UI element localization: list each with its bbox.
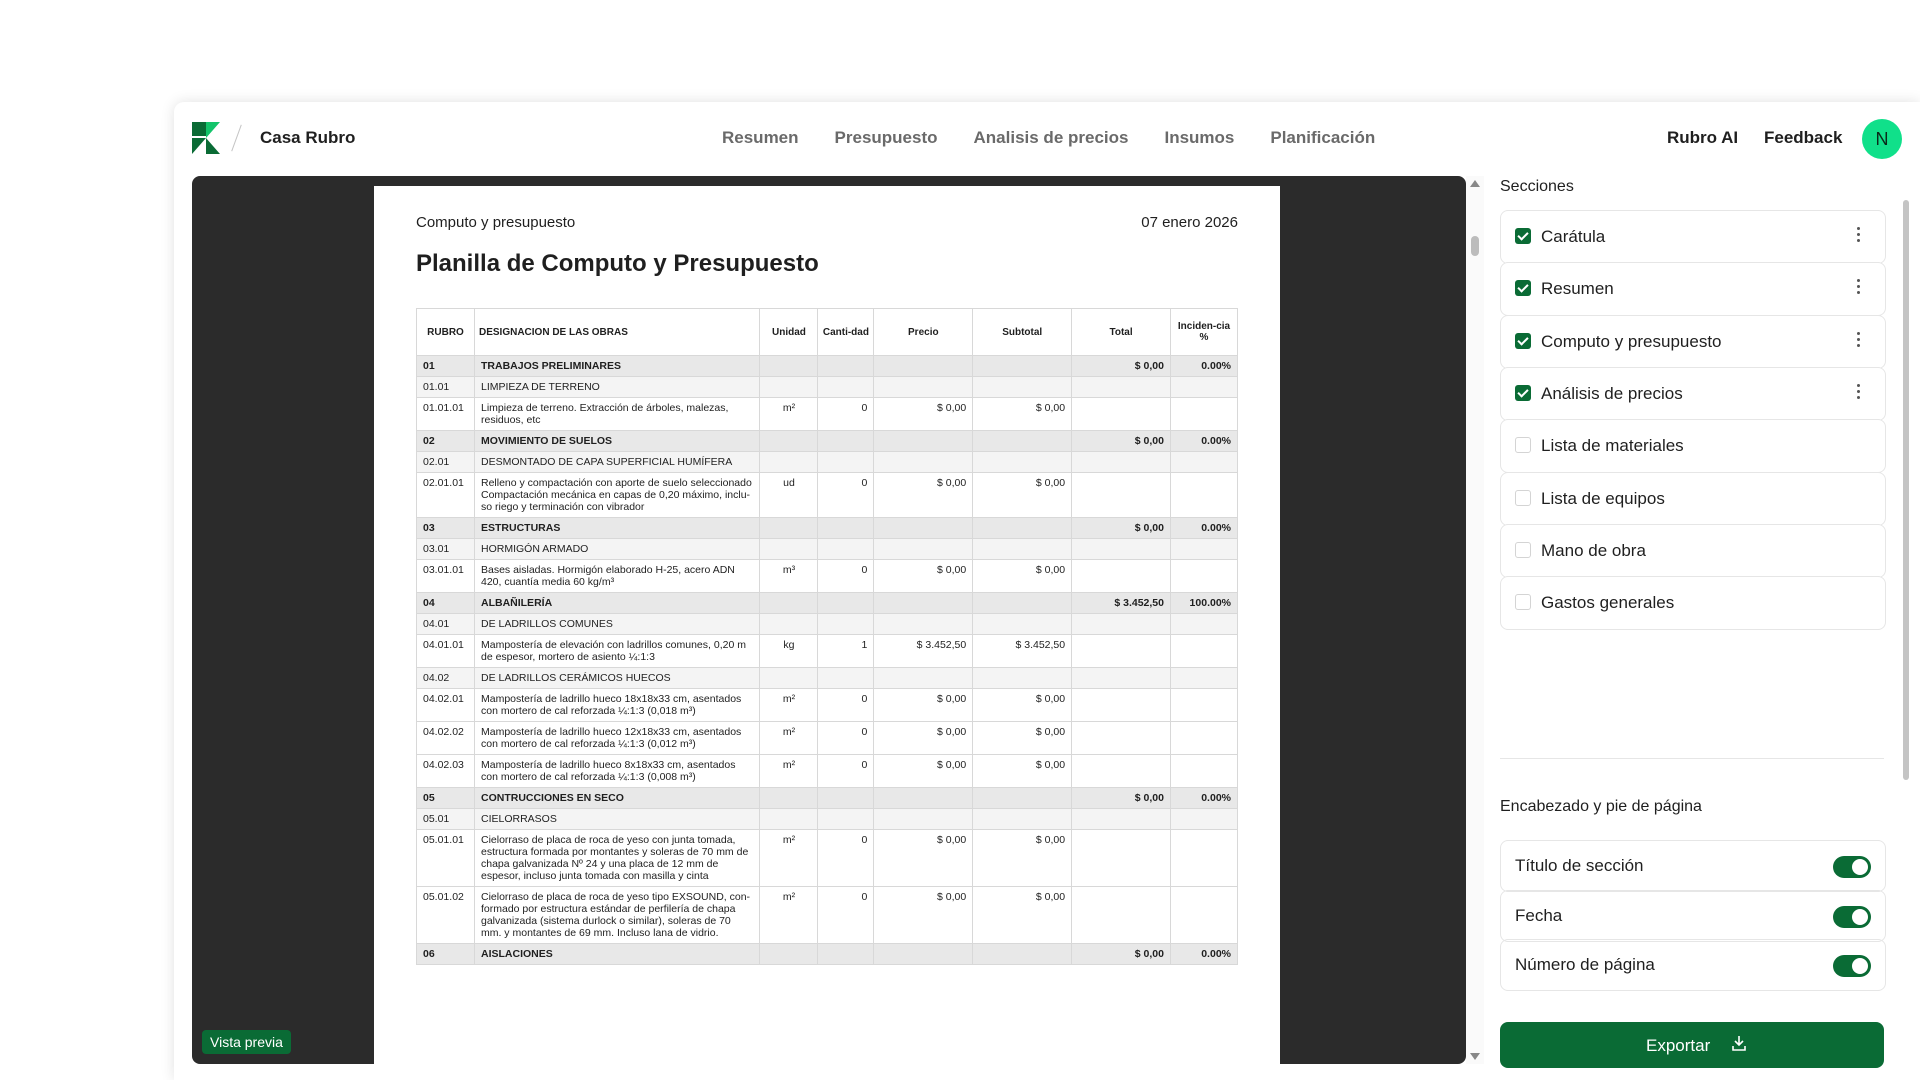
cell-cantidad: 0: [818, 755, 874, 788]
cell-precio: [874, 356, 973, 377]
table-row: [417, 635, 1238, 668]
section-card[interactable]: [1500, 524, 1886, 578]
cell-designacion: DE LADRILLOS COMUNES: [474, 614, 760, 635]
nav-insumos[interactable]: Insumos: [1164, 128, 1235, 147]
cell-designacion: Mampostería de ladrillo hueco 12x18x33 cm, asentados con mortero de cal reforzada ¼:1:3 (0,012 m³): [474, 722, 760, 755]
cell-precio: $ 0,00: [874, 830, 973, 887]
cell-precio: [874, 539, 973, 560]
avatar[interactable]: N: [1862, 119, 1902, 159]
cell-cantidad: 0: [818, 560, 874, 593]
table-row-subrubro: [417, 614, 1238, 635]
cell-code: 05: [417, 788, 475, 809]
cell-incidencia: [1171, 830, 1238, 887]
app-window: [174, 102, 1920, 1080]
top-bar: [174, 102, 1920, 174]
cell-incidencia: [1171, 887, 1238, 944]
cell-cantidad: [818, 593, 874, 614]
preview-badge: Vista previa: [202, 1030, 291, 1054]
preview-scroll-thumb[interactable]: [1471, 236, 1479, 256]
col-unidad: Unidad: [760, 309, 818, 356]
cell-precio: [874, 452, 973, 473]
cell-unidad: m²: [760, 830, 818, 887]
section-label: Mano de obra: [1541, 540, 1646, 560]
cell-incidencia: [1171, 755, 1238, 788]
breadcrumb-separator: [231, 125, 242, 152]
cell-incidencia: [1171, 722, 1238, 755]
cell-unidad: kg: [760, 635, 818, 668]
cell-unidad: [760, 944, 818, 965]
cell-subtotal: [973, 593, 1072, 614]
cell-incidencia: [1171, 614, 1238, 635]
cell-cantidad: [818, 518, 874, 539]
table-row-rubro: [417, 593, 1238, 614]
cell-unidad: [760, 668, 818, 689]
cell-designacion: CIELORRASOS: [474, 809, 760, 830]
cell-total: $ 0,00: [1072, 944, 1171, 965]
cell-cantidad: 0: [818, 830, 874, 887]
cell-precio: $ 0,00: [874, 398, 973, 431]
col-incidencia: Inciden-cia %: [1171, 309, 1238, 356]
cell-designacion: Cielorraso de placa de roca de yeso tipo EXSOUND, con-formado por estructura estándar de perfilería de chapa galvanizada (sistema durlock o similar), soleras de 70 mm. y montantes de 69 mm. Incluso lana de vidrio.: [474, 887, 760, 944]
scroll-down-icon[interactable]: [1470, 1053, 1480, 1060]
cell-code: 01.01: [417, 377, 475, 398]
cell-precio: [874, 518, 973, 539]
cell-precio: [874, 809, 973, 830]
cell-incidencia: 0.00%: [1171, 518, 1238, 539]
section-checkbox[interactable]: [1515, 333, 1531, 349]
cell-total: [1072, 377, 1171, 398]
cell-total: $ 0,00: [1072, 518, 1171, 539]
cell-unidad: [760, 539, 818, 560]
cell-precio: $ 3.452,50: [874, 635, 973, 668]
more-options-icon[interactable]: [1857, 227, 1861, 243]
cell-code: 04.02.03: [417, 755, 475, 788]
scroll-up-icon[interactable]: [1470, 180, 1480, 187]
table-row: [417, 722, 1238, 755]
cell-code: 04.01.01: [417, 635, 475, 668]
table-row-rubro: [417, 788, 1238, 809]
export-sidebar: [1500, 176, 1892, 1064]
cell-precio: [874, 944, 973, 965]
cell-unidad: [760, 809, 818, 830]
cell-unidad: m²: [760, 722, 818, 755]
cell-unidad: [760, 788, 818, 809]
main-nav: [722, 128, 1375, 148]
cell-precio: $ 0,00: [874, 689, 973, 722]
cell-precio: $ 0,00: [874, 887, 973, 944]
cell-unidad: m²: [760, 689, 818, 722]
cell-incidencia: [1171, 398, 1238, 431]
cell-designacion: Bases aisladas. Hormigón elaborado H-25, acero ADN 420, cuantía media 60 kg/m³: [474, 560, 760, 593]
cell-cantidad: 0: [818, 473, 874, 518]
section-card[interactable]: [1500, 367, 1886, 421]
cell-subtotal: [973, 809, 1072, 830]
cell-subtotal: [973, 518, 1072, 539]
cell-subtotal: $ 0,00: [973, 887, 1072, 944]
cell-incidencia: [1171, 539, 1238, 560]
cell-cantidad: [818, 356, 874, 377]
option-label: Fecha: [1515, 905, 1563, 925]
section-checkbox[interactable]: [1515, 385, 1531, 401]
section-checkbox[interactable]: [1515, 490, 1531, 506]
cell-cantidad: [818, 431, 874, 452]
cell-incidencia: [1171, 452, 1238, 473]
export-button[interactable]: [1500, 1022, 1884, 1068]
cell-incidencia: [1171, 473, 1238, 518]
cell-cantidad: [818, 788, 874, 809]
section-label: Gastos generales: [1541, 593, 1675, 613]
cell-designacion: Mampostería de ladrillo hueco 8x18x33 cm, asentados con mortero de cal reforzada ¼:1:3 (0,008 m³): [474, 755, 760, 788]
cell-cantidad: 0: [818, 887, 874, 944]
section-card[interactable]: [1500, 419, 1886, 473]
cell-code: 01: [417, 356, 475, 377]
section-label: Lista de materiales: [1541, 436, 1684, 456]
cell-unidad: [760, 593, 818, 614]
sidebar-scrollbar[interactable]: [1900, 176, 1912, 1064]
cell-code: 02.01.01: [417, 473, 475, 518]
cell-incidencia: [1171, 635, 1238, 668]
table-row-rubro: [417, 356, 1238, 377]
option-toggle[interactable]: [1833, 906, 1871, 928]
cell-designacion: ESTRUCTURAS: [474, 518, 760, 539]
section-label: Análisis de precios: [1541, 383, 1683, 403]
cell-unidad: [760, 377, 818, 398]
cell-incidencia: 0.00%: [1171, 356, 1238, 377]
cell-total: [1072, 452, 1171, 473]
cell-designacion: Relleno y compactación con aporte de suelo seleccionado Compactación mecánica en capas de 0,20 máximo, inclu-so riego y terminación con vibrador: [474, 473, 760, 518]
table-header: [417, 309, 1238, 356]
cell-unidad: m²: [760, 887, 818, 944]
section-card[interactable]: [1500, 472, 1886, 526]
nav-resumen[interactable]: Resumen: [722, 128, 799, 147]
cell-code: 03.01: [417, 539, 475, 560]
cell-cantidad: [818, 614, 874, 635]
cell-subtotal: $ 0,00: [973, 473, 1072, 518]
cell-cantidad: 0: [818, 689, 874, 722]
header-footer-title: Encabezado y pie de página: [1500, 798, 1702, 815]
cell-subtotal: [973, 944, 1072, 965]
cell-precio: [874, 668, 973, 689]
cell-incidencia: 0.00%: [1171, 431, 1238, 452]
table-row: [417, 473, 1238, 518]
cell-total: [1072, 887, 1171, 944]
col-precio: Precio: [874, 309, 973, 356]
cell-code: 03.01.01: [417, 560, 475, 593]
cell-designacion: Mampostería de ladrillo hueco 18x18x33 cm, asentados con mortero de cal reforzada ¼:1:3 (0,018 m³): [474, 689, 760, 722]
section-checkbox[interactable]: [1515, 594, 1531, 610]
sidebar-divider: [1500, 758, 1884, 759]
section-card[interactable]: [1500, 315, 1886, 369]
cell-code: 05.01.01: [417, 830, 475, 887]
section-checkbox[interactable]: [1515, 542, 1531, 558]
section-label: Computo y presupuesto: [1541, 331, 1722, 351]
table-row-rubro: [417, 944, 1238, 965]
feedback-link[interactable]: Feedback: [1764, 128, 1843, 147]
table-row: [417, 398, 1238, 431]
section-label: Carátula: [1541, 227, 1606, 246]
cell-unidad: [760, 356, 818, 377]
cell-total: [1072, 809, 1171, 830]
section-checkbox[interactable]: [1515, 437, 1531, 453]
cell-code: 02.01: [417, 452, 475, 473]
cell-code: 04.02.02: [417, 722, 475, 755]
cell-total: [1072, 635, 1171, 668]
cell-unidad: [760, 452, 818, 473]
cell-unidad: m²: [760, 398, 818, 431]
cell-designacion: CONTRUCCIONES EN SECO: [474, 788, 760, 809]
cell-incidencia: 0.00%: [1171, 788, 1238, 809]
cell-code: 05.01: [417, 809, 475, 830]
cell-precio: [874, 377, 973, 398]
table-row-rubro: [417, 431, 1238, 452]
cell-precio: $ 0,00: [874, 473, 973, 518]
section-label: Resumen: [1541, 279, 1614, 299]
cell-designacion: TRABAJOS PRELIMINARES: [474, 356, 760, 377]
cell-subtotal: [973, 614, 1072, 635]
table-row: [417, 887, 1238, 944]
more-options-icon[interactable]: [1857, 384, 1861, 400]
header-footer-option: [1500, 840, 1886, 892]
cell-total: [1072, 755, 1171, 788]
sections-title: Secciones: [1500, 178, 1574, 195]
sidebar-scroll-thumb[interactable]: [1903, 200, 1909, 780]
cell-total: [1072, 398, 1171, 431]
cell-total: [1072, 722, 1171, 755]
cell-cantidad: [818, 539, 874, 560]
cell-code: 04.02: [417, 668, 475, 689]
cell-designacion: DE LADRILLOS CERÁMICOS HUECOS: [474, 668, 760, 689]
cell-total: [1072, 830, 1171, 887]
cell-precio: [874, 593, 973, 614]
cell-subtotal: $ 0,00: [973, 755, 1072, 788]
cell-precio: [874, 614, 973, 635]
section-checkbox[interactable]: [1515, 228, 1531, 244]
cell-cantidad: [818, 944, 874, 965]
cell-subtotal: [973, 431, 1072, 452]
cell-subtotal: [973, 452, 1072, 473]
cell-subtotal: $ 0,00: [973, 398, 1072, 431]
cell-incidencia: [1171, 689, 1238, 722]
cell-incidencia: 0.00%: [1171, 944, 1238, 965]
col-subtotal: Subtotal: [973, 309, 1072, 356]
cell-cantidad: 0: [818, 398, 874, 431]
cell-total: $ 3.452,50: [1072, 593, 1171, 614]
option-label: Número de página: [1515, 955, 1655, 974]
cell-precio: $ 0,00: [874, 722, 973, 755]
document-page: [374, 186, 1280, 1064]
table-row-subrubro: [417, 377, 1238, 398]
section-checkbox[interactable]: [1515, 280, 1531, 296]
cell-unidad: [760, 614, 818, 635]
doc-title: Planilla de Computo y Presupuesto: [416, 250, 819, 277]
table-row: [417, 830, 1238, 887]
doc-section-name: Computo y presupuesto: [416, 214, 576, 231]
cell-incidencia: [1171, 809, 1238, 830]
cell-cantidad: [818, 452, 874, 473]
cell-code: 06: [417, 944, 475, 965]
cell-unidad: [760, 431, 818, 452]
cell-subtotal: $ 0,00: [973, 722, 1072, 755]
table-row: [417, 689, 1238, 722]
cell-subtotal: [973, 539, 1072, 560]
cell-cantidad: [818, 809, 874, 830]
cell-designacion: LIMPIEZA DE TERRENO: [474, 377, 760, 398]
more-options-icon[interactable]: [1857, 279, 1861, 295]
cell-designacion: Mampostería de elevación con ladrillos comunes, 0,20 m de espesor, mortero de asiento ¼:1:3: [474, 635, 760, 668]
section-card[interactable]: [1500, 262, 1886, 316]
cell-subtotal: [973, 356, 1072, 377]
cell-designacion: DESMONTADO DE CAPA SUPERFICIAL HUMÍFERA: [474, 452, 760, 473]
cell-code: 01.01.01: [417, 398, 475, 431]
section-card[interactable]: [1500, 576, 1886, 630]
cell-incidencia: [1171, 560, 1238, 593]
cell-subtotal: [973, 788, 1072, 809]
preview-scrollbar[interactable]: [1466, 176, 1484, 1064]
cell-unidad: [760, 518, 818, 539]
table-row-subrubro: [417, 668, 1238, 689]
rubro-ai-link[interactable]: Rubro AI: [1667, 128, 1739, 147]
cell-total: $ 0,00: [1072, 431, 1171, 452]
cell-incidencia: 100.00%: [1171, 593, 1238, 614]
section-label: Lista de equipos: [1541, 488, 1665, 508]
cell-total: [1072, 539, 1171, 560]
col-designacion: DESIGNACION DE LAS OBRAS: [474, 309, 760, 356]
cell-precio: $ 0,00: [874, 560, 973, 593]
col-rubro: RUBRO: [417, 309, 475, 356]
cell-total: [1072, 473, 1171, 518]
budget-table: [416, 308, 1238, 965]
cell-subtotal: $ 0,00: [973, 560, 1072, 593]
cell-total: [1072, 689, 1171, 722]
cell-code: 04: [417, 593, 475, 614]
option-label: Título de sección: [1515, 856, 1644, 875]
cell-total: $ 0,00: [1072, 788, 1171, 809]
cell-designacion: ALBAÑILERÍA: [474, 593, 760, 614]
cell-unidad: m³: [760, 560, 818, 593]
nav-planificacion[interactable]: Planificación: [1270, 128, 1376, 147]
cell-code: 04.01: [417, 614, 475, 635]
cell-total: [1072, 560, 1171, 593]
cell-subtotal: [973, 668, 1072, 689]
cell-cantidad: 1: [818, 635, 874, 668]
cell-unidad: m²: [760, 755, 818, 788]
cell-designacion: HORMIGÓN ARMADO: [474, 539, 760, 560]
table-row-subrubro: [417, 809, 1238, 830]
cell-designacion: Limpieza de terreno. Extracción de árboles, malezas, residuos, etc: [474, 398, 760, 431]
nav-presupuesto[interactable]: Presupuesto: [834, 128, 938, 147]
project-name[interactable]: Casa Rubro: [260, 128, 356, 147]
export-label: Exportar: [1646, 1036, 1711, 1055]
table-body: [417, 356, 1238, 965]
table-row: [417, 560, 1238, 593]
cell-designacion: AISLACIONES: [474, 944, 760, 965]
table-row: [417, 755, 1238, 788]
cell-precio: [874, 431, 973, 452]
cell-subtotal: $ 3.452,50: [973, 635, 1072, 668]
cell-designacion: MOVIMIENTO DE SUELOS: [474, 431, 760, 452]
cell-code: 04.02.01: [417, 689, 475, 722]
more-options-icon[interactable]: [1857, 332, 1861, 348]
col-cantidad: Canti-dad: [818, 309, 874, 356]
rubro-logo-icon[interactable]: [192, 122, 220, 154]
nav-analisis[interactable]: Analisis de precios: [973, 128, 1129, 147]
header-footer-option: [1500, 939, 1886, 991]
cell-code: 03: [417, 518, 475, 539]
cell-incidencia: [1171, 668, 1238, 689]
col-total: Total: [1072, 309, 1171, 356]
table-row-subrubro: [417, 539, 1238, 560]
cell-code: 02: [417, 431, 475, 452]
cell-cantidad: [818, 377, 874, 398]
section-card[interactable]: [1500, 210, 1886, 264]
option-toggle[interactable]: [1833, 856, 1871, 878]
cell-total: [1072, 668, 1171, 689]
cell-subtotal: $ 0,00: [973, 689, 1072, 722]
cell-precio: $ 0,00: [874, 755, 973, 788]
cell-subtotal: [973, 377, 1072, 398]
cell-total: [1072, 614, 1171, 635]
cell-incidencia: [1171, 377, 1238, 398]
cell-total: $ 0,00: [1072, 356, 1171, 377]
cell-unidad: ud: [760, 473, 818, 518]
cell-designacion: Cielorraso de placa de roca de yeso con junta tomada, estructura formada por montantes y soleras de 70 mm de chapa galvanizada Nº 24 y una placa de 12 mm de espesor, incluso junta tomada con masilla y cinta: [474, 830, 760, 887]
cell-precio: [874, 788, 973, 809]
download-icon: [1732, 1035, 1746, 1051]
option-toggle[interactable]: [1833, 955, 1871, 977]
table-row-rubro: [417, 518, 1238, 539]
header-footer-option: [1500, 890, 1886, 942]
cell-cantidad: 0: [818, 722, 874, 755]
table-row-subrubro: [417, 452, 1238, 473]
cell-cantidad: [818, 668, 874, 689]
doc-date: 07 enero 2026: [1141, 214, 1238, 231]
document-preview: [192, 176, 1466, 1064]
cell-subtotal: $ 0,00: [973, 830, 1072, 887]
cell-code: 05.01.02: [417, 887, 475, 944]
